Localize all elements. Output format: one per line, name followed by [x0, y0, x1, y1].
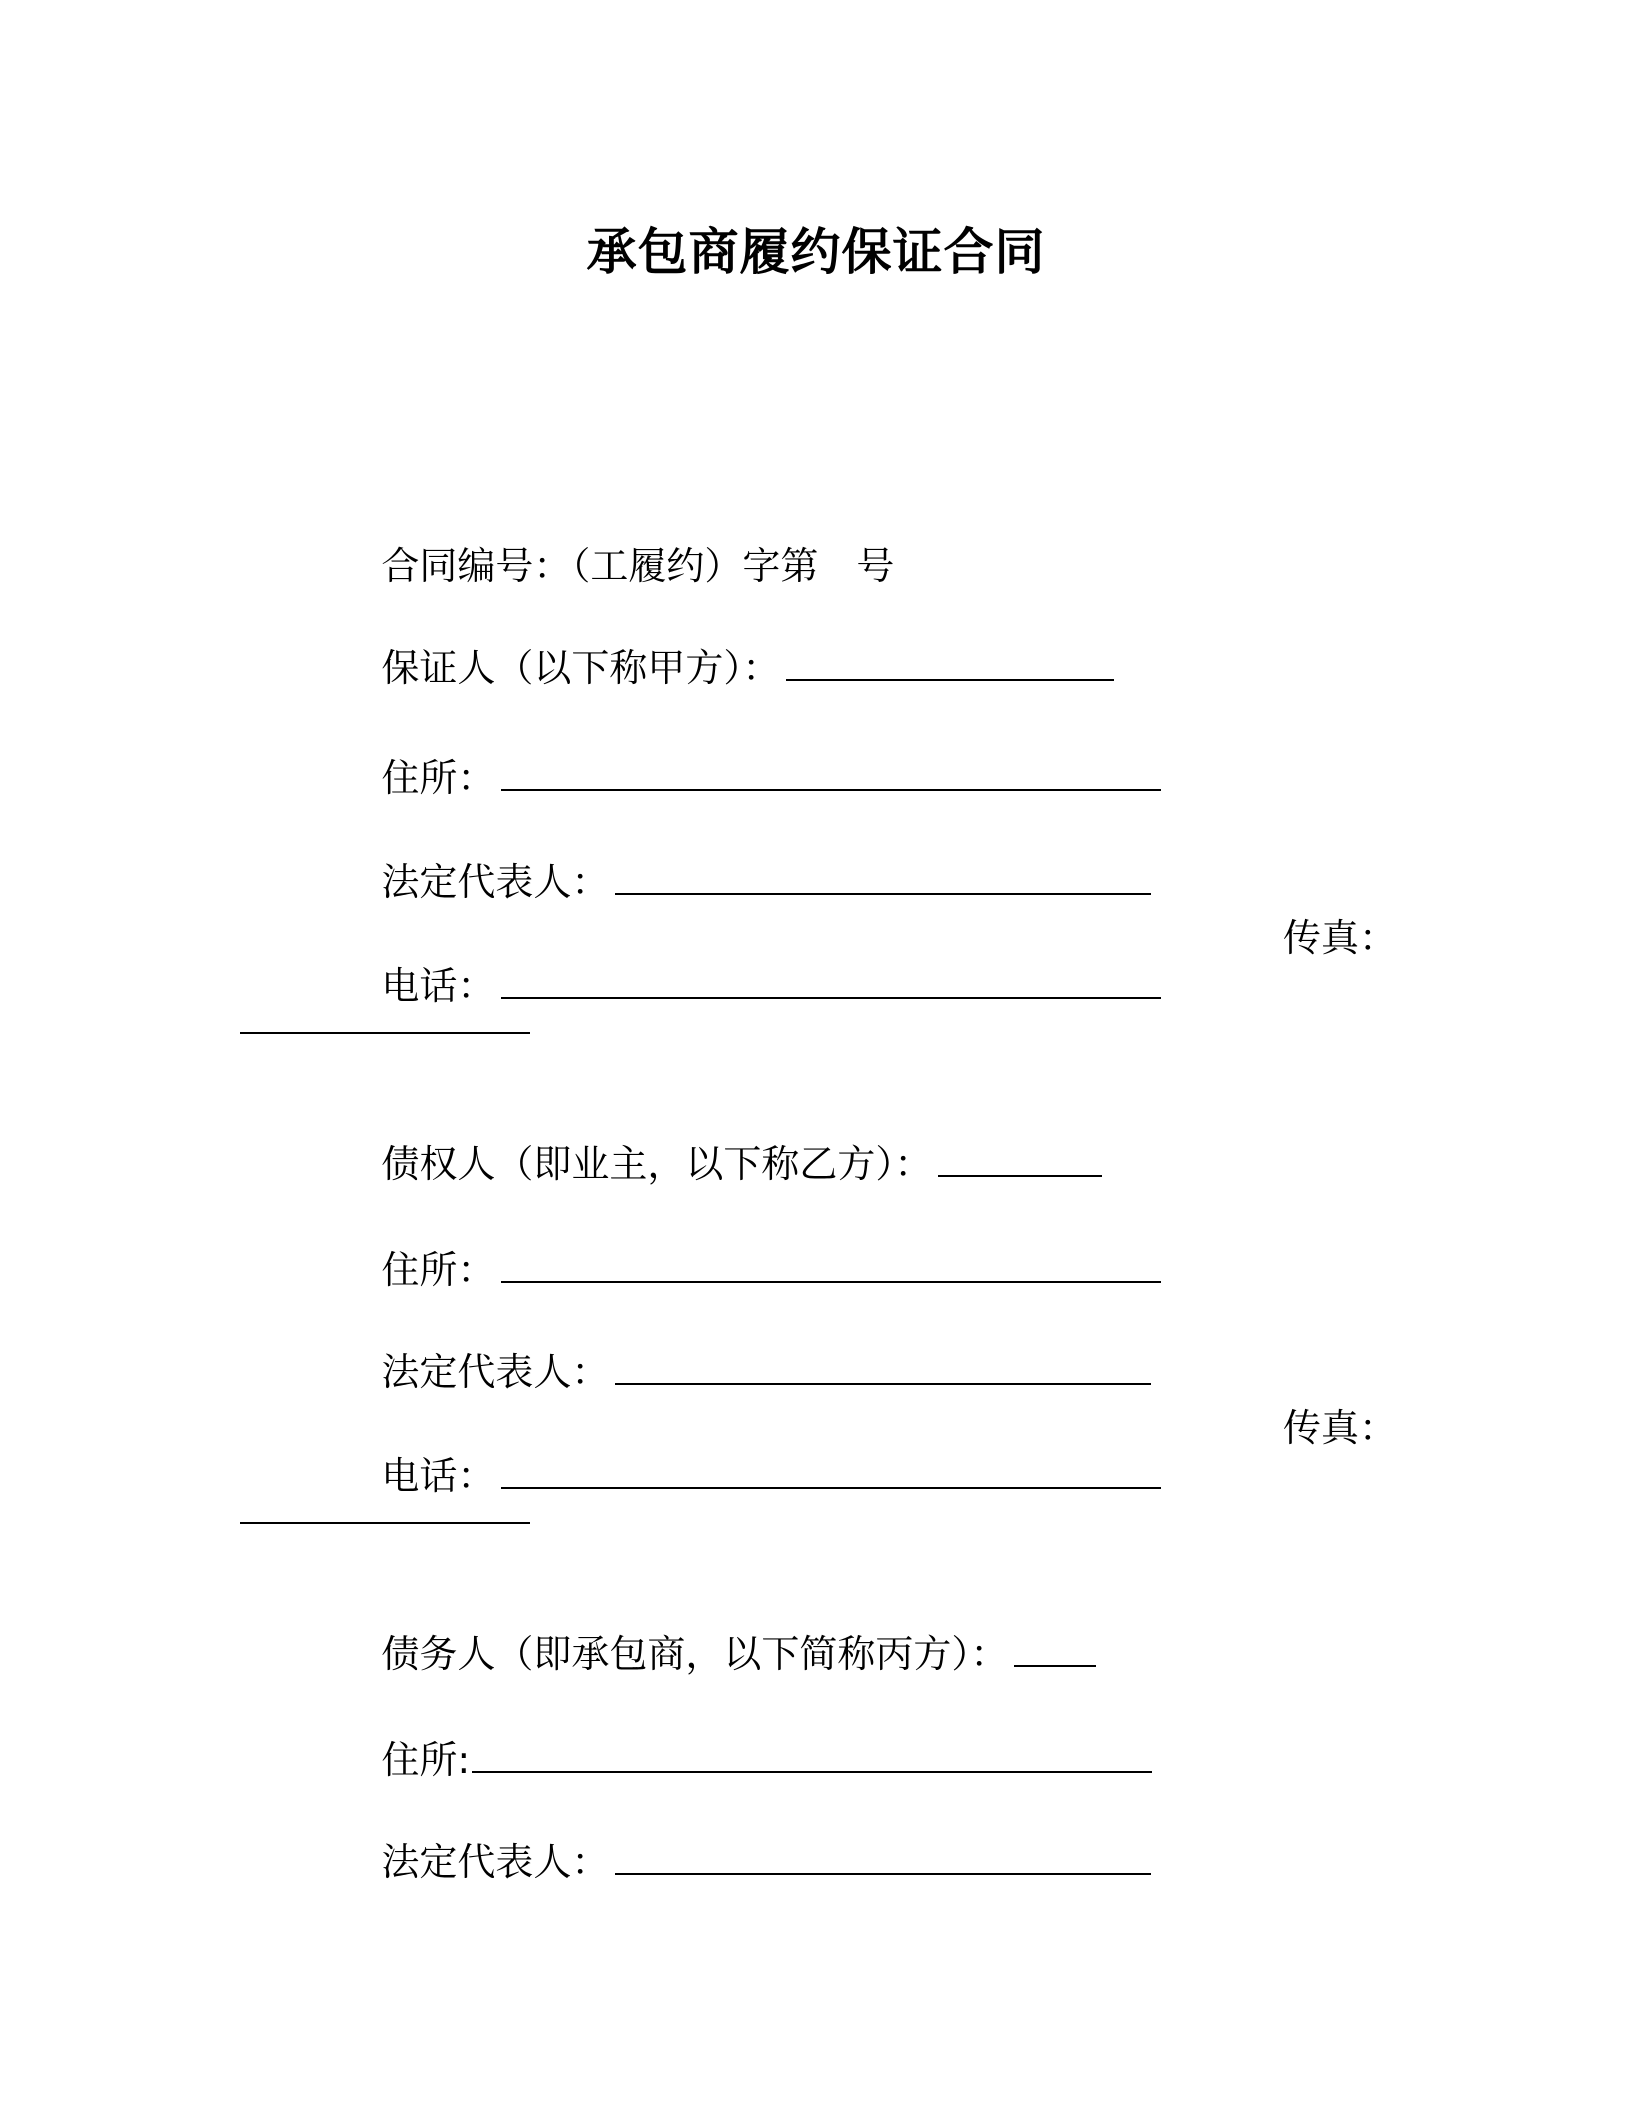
guarantor-fax-blank[interactable] — [240, 1030, 530, 1034]
debtor-rep-blank[interactable] — [615, 1843, 1151, 1875]
contract-number-label: 合同编号：（工履约）字第 号 — [381, 544, 895, 588]
debtor-address-label: 住所: — [381, 1738, 471, 1782]
creditor-address-blank[interactable] — [501, 1251, 1161, 1283]
creditor-blank[interactable] — [938, 1145, 1102, 1177]
creditor-fax-label: 传真： — [1283, 1406, 1398, 1450]
creditor-phone-label: 电话： — [381, 1454, 496, 1498]
debtor-address-blank[interactable] — [472, 1741, 1152, 1773]
document-title: 承包商履约保证合同 — [586, 223, 1046, 281]
guarantor-blank[interactable] — [786, 649, 1114, 681]
creditor-phone-blank[interactable] — [501, 1457, 1161, 1489]
creditor-fax-blank[interactable] — [240, 1520, 530, 1524]
creditor-address-label: 住所： — [381, 1248, 496, 1292]
guarantor-rep-label: 法定代表人： — [381, 860, 610, 904]
creditor-label: 债权人（即业主，以下称乙方）： — [381, 1142, 933, 1186]
debtor-rep-label: 法定代表人： — [381, 1840, 610, 1884]
debtor-label: 债务人（即承包商，以下简称丙方）： — [381, 1632, 1009, 1676]
guarantor-label: 保证人（以下称甲方）： — [381, 646, 781, 690]
creditor-phone-line — [333, 1404, 1161, 1548]
debtor-rep-line — [333, 1790, 1151, 1934]
guarantor-rep-blank[interactable] — [615, 863, 1151, 895]
guarantor-address-blank[interactable] — [501, 759, 1161, 791]
debtor-blank[interactable] — [1014, 1635, 1096, 1667]
guarantor-phone-label: 电话： — [381, 964, 496, 1008]
creditor-rep-blank[interactable] — [615, 1353, 1151, 1385]
guarantor-phone-line — [333, 914, 1161, 1058]
guarantor-address-label: 住所： — [381, 756, 496, 800]
creditor-rep-label: 法定代表人： — [381, 1350, 610, 1394]
guarantor-fax-label: 传真： — [1283, 916, 1398, 960]
guarantor-phone-blank[interactable] — [501, 967, 1161, 999]
